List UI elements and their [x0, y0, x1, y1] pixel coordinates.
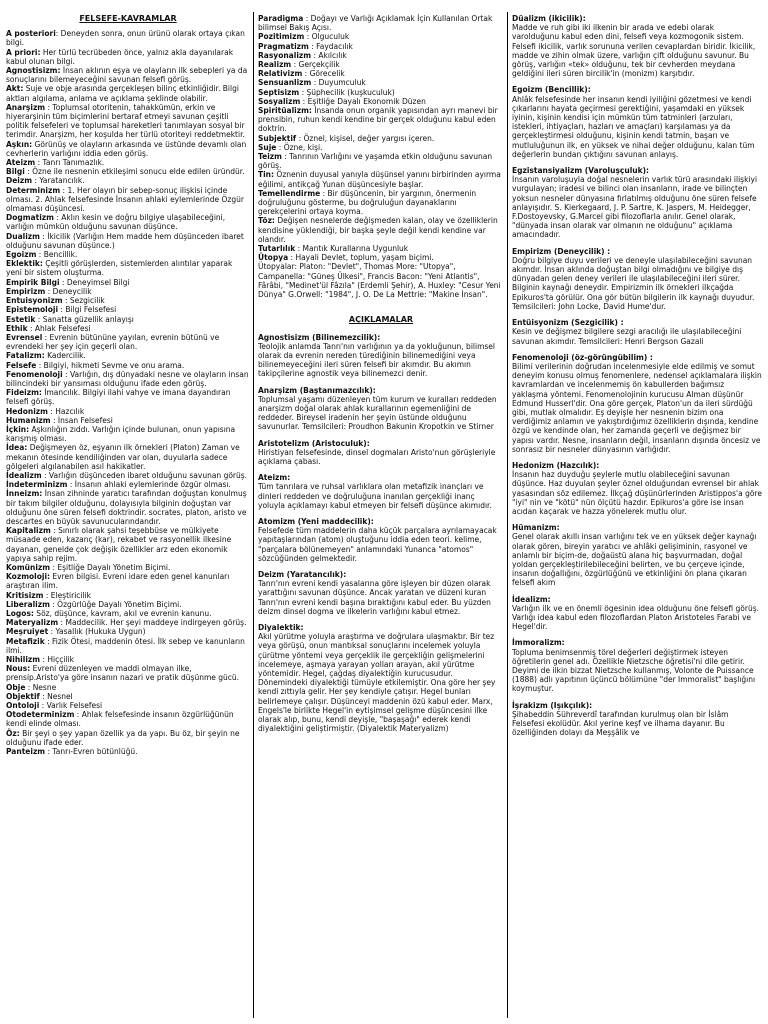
explanation-section [512, 85, 762, 159]
term-name: Fenomenoloji [6, 369, 63, 379]
term-definition: : Özne, kişi. [276, 142, 323, 152]
term-name: Bilgi [6, 167, 25, 177]
term-definition: Kadercilik. [44, 351, 86, 361]
section-heading: Fenomenoloji (öz-görüngübilim) : [512, 352, 653, 362]
section-heading: Aristotelizm (Aristoculuk): [258, 438, 370, 448]
term-name: Eklektik: [6, 259, 43, 269]
term-definition: Her türlü tecrübeden önce, yalnız akla dayanılarak kabul olunan bilgi. [6, 47, 234, 66]
term-name: Dogmatizm [6, 213, 54, 223]
term-name: Teizm [258, 152, 282, 162]
term-definition: : Hiççilik [40, 655, 74, 665]
explanation-section [512, 461, 762, 516]
term-name: Kritisizm [6, 590, 44, 600]
term-entry [6, 315, 250, 324]
term-entry [258, 106, 504, 134]
term-entry [6, 692, 250, 701]
utopya-line: Ütopyalar: Platon: "Devlet", Thomas More: "Utopya", Campanella: "Güneş Ülkesi", Francis Bacon: "Yeni Atlantis", Fârâbi, "Medinet'ül Fâzıla" (Erdemli Şehir), A. Huxley: "Cesur Yeni Dünya" G.Orwell: "1984", J. O. De La Mettrie: "Makine İnsan". [258, 262, 501, 300]
term-name: İnneizm: [6, 489, 43, 499]
term-definition: : Faydacılık [308, 41, 353, 51]
term-name: Spiritüalizm: [258, 106, 312, 116]
term-entry [6, 747, 250, 756]
term-definition: : Nesnel [39, 691, 73, 701]
term-entry [6, 600, 250, 609]
term-name: Epistemoloji [6, 305, 59, 315]
term-definition: : Eleştiricilik [43, 590, 92, 600]
term-name: Ontoloji [6, 701, 40, 711]
term-definition: : Nesne [25, 682, 57, 692]
term-name: Ütopya [258, 253, 289, 263]
term-entry [258, 97, 504, 106]
explanation-section [512, 14, 762, 78]
term-definition: : Özgürlüğe Dayalı Yönetim Biçimi. [49, 599, 182, 609]
term-name: Agnostisizm: [6, 66, 61, 76]
term-definition: : Ahlak felsefesinde insanın özgürlüğünün kendi elinde olması. [6, 710, 234, 729]
term-definition: : Evrenin bütününe yayılan, evrenin bütünü ve evrendeki her şey için geçerli olan. [6, 332, 220, 352]
section-text: Topluma benimsenmiş törel değerleri değiştirmek isteyen öğretilerin genel adı. Özellikle Nietzsche öğretisi'ni dile getirir. Deyimi de ilkin bizzat Nietzsche kullanmış, Volonte de Puissance (1888) adlı yapıtının üçüncü bölümüne "der Immoralist" başlığını koymuştur. [512, 647, 756, 694]
explanation-section [258, 473, 504, 510]
term-entry [6, 683, 250, 692]
term-definition: : Akılcılık [311, 50, 347, 60]
term-entry [6, 351, 250, 360]
column-2 [258, 14, 504, 740]
section-text: Felsefede tüm maddelerin daha küçük parçalara ayrılamayacak yapıtaşlarından (atom) oluştuğunu iddia eden teori. kelime, "parçalara bölünemeyen" anlamındaki Yunanca "atomos" sözcüğünden gelmektedir. [258, 526, 497, 563]
term-entry [6, 416, 250, 425]
term-entry [258, 189, 504, 217]
section-text: İnsanın haz duyduğu şeylerle mutlu olabileceğini savunan düşünce. Haz duyulan şeyler öznel olduğundan evrensel bir ahlak yasasından söz edilemez. İlkçağ düşünürlerinden Aristippos'a göre "iyi" nin ve "kötü" nün ölçütü hazdır. Epikuros'a göre ise insan acıdan kaçarak ve hazza yönelerek mutlu olur. [512, 470, 762, 516]
term-definition: : Tanrı Tanımazlık. [35, 158, 105, 168]
term-definition: İnsanda onun organik yapısından ayrı manevi bir prensibin, ruhun kendi kendine bir gerçek olduğunu kabul eden doktrin. [258, 106, 498, 134]
term-entry [6, 287, 250, 296]
term-name: Entuisyonizm [6, 296, 63, 306]
term-definition: : Varlığın, dış dünyadaki nesne ve olayların insan bilincindeki bir yansıması olduğunu ifade eden görüş. [6, 369, 249, 388]
section-text: Bilimi verilerinin doğrudan incelenmesiyle elde edilmiş ve somut deneyim konusu olmuş fenomenlere, nedensel açıklamalara ilişkin kavramlardan ve incelenmemiş ön kabullerden bağımsız yaklaşma yöntemi. Fenomenolojinin kurucusu Alman düşünür Edmund Husserl'dir. Ona göre gerçek, Platon'un da ileri sürdüğü gibi, mutlak olmalıdır. Eş deyişle her nesnenin bizim ona verdiğimiz anlamın ve yakıştırdığımız özelliklerin dışında, kendine özgü ve kendinde olan, her zamanda geçerli ve değişmez bir yapısı vardır. Nesne, insanların değil, insanların dışında öncesiz ve sonrasız bir nesneler dünyasının varlığıdır. [512, 361, 762, 454]
term-definition: : Olguculuk [304, 32, 350, 42]
term-name: Dualizm [6, 231, 40, 241]
term-name: Relativizm [258, 69, 303, 79]
term-entry [6, 232, 250, 250]
term-entry [6, 655, 250, 664]
term-definition: : Sanatta güzellik anlayışı [35, 314, 134, 324]
section-text: Madde ve ruh gibi iki ilkenin bir arada ve edebi olarak varolduğunu kabul eden dini, felsefi veya kozmogonik sistem. Felsefi ikicilik, varlık sorununa verilen cevaplardan biridir. İkicilik, madde ve zihin olmak üzere, varlığın çift olduğunu savunur. Bu görüş, varlığın «tek» olduğunu, tek bir cevherden meydana geldiğini ileri süren bircilik'in (monizm) karşıtıdır. [512, 23, 756, 79]
term-entry [258, 78, 504, 87]
term-name: Deizm [6, 176, 33, 186]
term-entry [6, 627, 250, 636]
section-heading: Entüisyonizm (Sezgicilik) : [512, 318, 624, 328]
term-definition: Söz, düşünce, kavram, akıl ve evrenin kanunu. [33, 609, 212, 618]
explanation-section [258, 386, 504, 432]
term-entry [6, 425, 250, 443]
column-3 [512, 14, 762, 744]
section-heading: Ateizm: [258, 473, 291, 483]
term-name: Temellendirme [258, 188, 321, 198]
term-definition: Evren bilgisi. Evreni idare eden genel kanunları araştıran ilim. [6, 572, 230, 591]
term-name: Humanizm [6, 415, 51, 425]
term-definition: : Eşitliğe Dayalı Yönetim Biçimi. [50, 562, 171, 572]
term-entry [6, 701, 250, 710]
term-entry [6, 250, 250, 259]
term-name: Hedonizm [6, 406, 48, 416]
term-name: Aşkın: [6, 139, 33, 149]
term-entry [6, 324, 250, 333]
term-definition: : Bilgi Felsefesi [58, 305, 117, 315]
term-entry [6, 526, 250, 563]
term-definition: : Doğayı ve Varlığı Açıklamak İçin Kullanılan Ortak bilimsel Bakış Açısı. [258, 14, 493, 33]
section-text: Toplumsal yaşamı düzenleyen tüm kurum ve kuralları reddeden anarşizm doğal olarak ahlak kurallarının egemenliğini de reddeder. Bireysel iradenin her şeyin üstünde olduğunu savunurlar. Temsilcileri: Proudhon Bakunin Kropotkin ve Stirner [258, 394, 497, 432]
term-entry [258, 152, 504, 170]
section-heading: İdealizm: [512, 594, 551, 604]
term-definition: : Hazcılık [47, 406, 85, 416]
term-list [6, 29, 250, 756]
term-definition: : 1. Her olayın bir sebep-sonuç ilişkisi içinde olması. 2. Ahlak felsefesinde İnsanın ahlaki eylemlerinde Özgür olmaması düşüncesi. [6, 185, 244, 214]
term-definition: : Sezgicilik [62, 296, 105, 306]
term-name: Subjektif [258, 133, 297, 143]
term-entry [6, 176, 250, 185]
term-name: Metafizik [6, 636, 45, 646]
term-name: Logos: [6, 609, 34, 618]
term-definition: : Ahlak Felsefesi [27, 323, 91, 333]
term-definition: Çeşitli görüşlerden, sistemlerden alıntılar yaparak yeni bir sistem oluşturma. [6, 259, 233, 278]
term-entry [258, 42, 504, 51]
term-definition: : Gerçekçilik [291, 60, 340, 70]
term-definition: : Mantık Kurallarına Uygunluk [295, 244, 409, 254]
term-name: Materyalizm [6, 618, 59, 628]
term-definition: : Özne ile nesnenin etkileşimi sonucu elde edilen üründür. [24, 167, 245, 177]
term-definition: : Eşitliğe Dayalı Ekonomik Düzen [300, 96, 426, 106]
term-entry [6, 167, 250, 176]
term-definition: : Sınırlı olarak şahsi teşebbüse ve mülkiyete müsaade eden, kazanç (kar), rekabet ve rasyonellik ilkesine dayanan, genelde çok değişik özellikler arz eden ekonomik yapıya sahip rejim. [6, 526, 232, 563]
term-name: Komünizm [6, 562, 51, 572]
term-name: Anarşizm [6, 102, 46, 112]
term-definition: : Yaratancılık. [32, 176, 85, 186]
term-definition: Değişen nesnelerde değişmeden kalan, olay ve özelliklerin kendisine yüklendiği, bir başka şeyle değil kendi kendine var olandır. [258, 216, 498, 244]
term-definition: : Tanrının Varlığını ve yaşamda etkin olduğunu savunan görüş. [258, 152, 493, 171]
term-name: Suje [258, 142, 277, 152]
term-definition: : İnsan Felsefesi [50, 415, 113, 425]
term-name: Liberalizm [6, 599, 50, 609]
section-heading: Anarşizm (Baştanımazcılık): [258, 385, 376, 395]
term-name: Panteizm [6, 747, 46, 757]
term-definition: : Hayali Devlet, toplum, yaşam biçimi. [288, 253, 434, 263]
explanations [258, 333, 504, 734]
section-heading: Egzistansiyalizm (Varoluşçuluk): [512, 166, 650, 176]
explanation-section [258, 623, 504, 733]
section-heading: Atomizm (Yeni maddecilik): [258, 516, 374, 526]
term-definition: : Deneycilik [45, 286, 92, 296]
section-text: Doğru bilgiye duyu verileri ve deneyle ulaşılabileceğini savunan akımdır. İnsan aklında doğuştan bilgi olmadığını ve bilgiye dış dünyadan gelen deney verileri ile ulaşılabileceğini ileri sürer. Bilginin kaynağı deneydir. Empirizmin ilk örnekleri ilkçağda Epikuros'ta görülür. Ona gör bütün bilgilerin ilk kaynağı duyudur. Temsilcileri: John Locke, David Hume'dur. [512, 255, 755, 311]
section-text: Akıl yürütme yoluyla araştırma ve doğrulara ulaşmaktır. Bir tez veya görüşü, onun mantıksal sonuçlarını incelemek yoluyla çürütme yöntemi veya gerçeklik ile gerçekliğin gelişmelerini incelemeye, aşmaya yarayan yolları arayan, akıl yürütme yöntemidir. Hegel, çağdaş diyalektiğin kurucusudur. Dönemindeki diyalektiği tümüyle etkilemiştir. Ona göre her şey kendi zıttıyla gelir. Her şey kendiyle çatışır. Hegel bunları belirlemeye çalışır. Düşünceyi maddenin özü kabul eder. Marx, Engels'le birlikte Hegel'in eytişimsel gelişme düşüncesini ilke olarak alıp, bunu, kendi deyişle, "başaşağı" ederek kendi diyalektiğini geliştirmiştir. (Diyalektik Materyalizm) [258, 632, 496, 734]
explanation-section [512, 353, 762, 454]
explanation-section [512, 247, 762, 311]
term-name: Felsefe [6, 360, 37, 370]
term-entry [6, 186, 250, 214]
term-entry [6, 729, 250, 747]
term-name: Rasyonalizm [258, 50, 312, 60]
explanation-section [258, 439, 504, 467]
section-text: Şihabeddin Sühreverdî tarafından kurulmuş olan bir İslâm Felsefesi ekolüdür. Akıl yerine keşf ve ilhama dayanır. Bu özelliğinden dolayı da Meşşâlik ve [512, 709, 729, 738]
term-definition: Suje ve obje arasında gerçekleşen bilinç etkinliğidir. Bilgi aktları algılama, anlama ve açıklama şeklinde olabilir. [6, 84, 239, 103]
term-entry [6, 480, 250, 489]
term-entry [6, 305, 250, 314]
term-entry [6, 370, 250, 388]
term-entry [6, 103, 250, 140]
term-entry [258, 51, 504, 60]
section-title: AÇIKLAMALAR [348, 315, 414, 325]
term-entry [258, 253, 504, 262]
term-name: İdealizm [6, 470, 42, 480]
term-name: Nihilizm [6, 655, 41, 665]
term-entry [6, 572, 250, 590]
term-definition: : İkicilik (Varlığın Hem madde hem düşünceden ibaret olduğunu savunan düşünce.) [6, 231, 244, 250]
term-name: Akt: [6, 84, 24, 94]
explanation-section [512, 318, 762, 346]
term-name: Estetik [6, 314, 36, 324]
term-name: Sosyalizm [258, 96, 301, 106]
section-heading: İmmoralizm: [512, 638, 565, 648]
section-text: Hiristiyan felsefesinde, dinsel dogmaları Aristo'nun görüşleriyle açıklama çabası. [258, 447, 496, 466]
term-name: Evrensel [6, 332, 43, 342]
explanation-section [258, 570, 504, 616]
term-name: A priori: [6, 47, 41, 57]
term-entry [6, 84, 250, 102]
term-entry [6, 213, 250, 231]
term-definition: İnsan zihninde yaratıcı tarafından doğuştan konulmuş bir takım bilgiler olduğunu, dolayısıyla bilginin doğuştan var olduğunu öne süren felsefi doktrindir. socrates, platon, aristo ve descartes en büyük savunucularındandır. [6, 489, 247, 526]
column-divider-1 [253, 12, 254, 1018]
explanation-section [258, 333, 504, 379]
section-heading: Diyalektik: [258, 622, 304, 632]
section-text: Varlığın ilk ve en önemli ögesinin idea olduğunu öne felsefi görüş. Varlığı idea kabul eden filozoflardan Platon Aristoteles Farabi ve Hegel'dir. [512, 603, 760, 632]
term-entry [258, 143, 504, 152]
term-definition: Değişmeyen öz, eşyanın ilk örnekleri (Platon) Zaman ve mekanın ötesinde kendiliğinden var olan, duyularla sadece gölgeleri algılanabilen asıl hakikatler. [6, 443, 240, 471]
term-definition: İmancılık. Bilgiyi ilahi vahye ve imana dayandıran felsefi görüş. [6, 388, 231, 407]
term-definition: : Bencillik. [36, 250, 78, 260]
section-text: Genel olarak akıllı insan varlığını tek ve en yüksek değer kaynağı olarak gören, bireyin yaratıcı ve ahlâki gelişiminin, rasyonel ve anlamlı bir biçim-de, doğaüstü alana hiç başvurmadan, doğal yoldan gerçekleştirilebileceğini belirten, ve bu çerçeve içinde, insanın doğallığını, özgürlüğünü ve etkinliğini ön plana çıkaran felsefi akım [512, 532, 757, 588]
section-heading: Hümanizm: [512, 523, 560, 533]
term-definition: İnsan aklının eşya ve olayların ilk sebepleri ya da sonuçlarını bilemeyeceğini savunan felsefi görüş. [6, 66, 248, 85]
section-heading: Egoizm (Bencillik): [512, 85, 591, 95]
section-heading: İşrakizm (Işıkçılık): [512, 700, 593, 710]
term-name: Fatalizm: [6, 351, 45, 361]
term-definition: : Toplumsal otoritenin, tahakkümün, erkin ve hiyerarşinin tüm biçimlerini bertaraf etmeyi savunan çeşitli politik felsefeleri ve toplumsal hareketleri tanımlayan sosyal bir terimdir. Anarşizm, her koşulda her türlü otoriteyi reddetmektir. [6, 102, 245, 140]
term-name: İndeterminizm [6, 480, 68, 490]
term-list-continued [258, 14, 504, 262]
term-name: A posteriori [6, 29, 56, 39]
term-entry [258, 32, 504, 41]
section-text: İnsanın varoluşuyla doğal nesnelerin varlık türü arasındaki ilişkiyi vurgulayan; iradesi ve bilinci olan insanların, irade ve bilinçten yoksun nesneler dünyasına fırlatılmış olduğunu öne süren felsefe anlayışıdır. S. Kierkegaard, J. P. Sartre, K. Jaspers, M. Heidegger, F.Dostoyevsky, G.Marcel gibi filozoflarla anılır. Genel olarak, "dünyada insan olarak var olmanın ne olduğunu" açıklama amacındadır. [512, 175, 758, 240]
explanation-section [512, 523, 762, 587]
term-definition: : Duyumculuk [311, 78, 366, 88]
term-definition: Aşkınlığın zıddı. Varlığın içinde bulunan, onun yapısına karışmış olması. [6, 424, 236, 444]
term-definition: : Deneyden sonra, onun ürünü olarak ortaya çıkan bilgi. [6, 29, 245, 48]
term-definition: : Maddecilik. Her şeyi maddeye indirgeyen görüş. [58, 618, 247, 628]
section-heading: Deizm (Yaratancılık): [258, 569, 347, 579]
term-entry [6, 563, 250, 572]
explanation-section [512, 701, 762, 738]
term-entry [6, 489, 250, 526]
term-entry [258, 88, 504, 97]
term-name: Tin: [258, 170, 275, 180]
section-text: Teolojik anlamda Tanrı'nın varlığının ya da yokluğunun, bilimsel olarak da evrenin nereden türediğinin bilinemediğini veya bilinemeyeceğini ileri süren felsefi bir akımdır. Bu akımın takipçilerine agnostik veya bilinemezci denir. [258, 341, 495, 379]
explanations-continued [512, 14, 762, 737]
term-definition: : Aklın kesin ve doğru bilgiye ulaşabileceğini, varlığın mümkün olduğunu savunan düşünce. [6, 213, 226, 232]
term-definition: : Yasallık (Hukuka Uygun) [48, 627, 146, 637]
section-text: Kesin ve değişmez bilgilere sezgi aracılığı ile ulaşılabileceğini savunan akımdır. Temsilcileri: Henri Bergson Gazali [512, 327, 742, 346]
term-name: Objektif [6, 691, 40, 701]
term-definition: Bir şeyi o şey yapan özellik ya da yapı. Bu öz, bir şeyin ne olduğunu ifade eder. [6, 728, 240, 747]
term-definition: : Varlık Felsefesi [39, 701, 103, 711]
term-name: Ethik [6, 323, 28, 333]
section-text: Ahlâk felsefesinde her insanın kendi iyiliğini gözetmesi ve kendi çıkarlarını hayata geçirmesi gerektiğini, yaşamdaki en yüksek iyinin, kişinin kendisi için mümkün tüm tatminleri (arzuları, istekleri, ihtiyaçları, hazları ve amaçları) karşılaması ya da gerçekleştirmesi olduğunu, kişinin kendi tatmin, başarı ve mutluluğunun ilk, en yüksek ve nihai değer olduğunu, kalan tüm değerlerin bundan çıktığını savunan anlayış. [512, 94, 755, 159]
term-entry [6, 158, 250, 167]
term-name: Pragmatizm [258, 41, 309, 51]
term-name: Ateizm [6, 158, 36, 168]
column-1 [6, 14, 250, 756]
term-name: Paradigma [258, 14, 304, 23]
term-name: Kapitalizm [6, 526, 51, 536]
term-definition: : İnsanın ahlaki eylemlerinde özgür olması. [67, 480, 231, 490]
term-name: Septisizm [258, 87, 300, 97]
term-entry [6, 361, 250, 370]
term-entry [6, 471, 250, 480]
term-entry [6, 664, 250, 682]
term-entry [6, 388, 250, 406]
term-definition: Evreni düzenleyen ve maddi olmayan ilke, prensip.Aristo'ya göre insanın nazari ve pratik düşünme gücü. [6, 664, 240, 683]
section-heading: Hedonizm (Hazcılık): [512, 460, 600, 470]
term-name: İçkin: [6, 424, 30, 434]
term-name: Egoizm [6, 250, 37, 260]
term-name: Fideizm: [6, 388, 42, 398]
term-entry [6, 333, 250, 351]
term-entry [6, 618, 250, 627]
section-heading: Empirizm (Deneycilik) : [512, 246, 611, 256]
term-entry [6, 259, 250, 277]
term-definition: Öznenin duyusal yanıyla düşünsel yanını birbirinden ayırma eğilimi, antikçağ Yunan düşüncesiyle başlar. [258, 170, 501, 189]
term-name: Öz: [6, 728, 20, 738]
term-definition: : Şüphecilik (kuşkuculuk) [299, 87, 395, 97]
term-definition: Görünüş ve olayların arkasında ve üstünde devamlı olan cevherlerin varlığını iddia eden görüş. [6, 139, 247, 158]
term-entry [6, 66, 250, 84]
term-entry [258, 69, 504, 78]
term-name: Pozitimizm [258, 32, 305, 42]
column-divider-2 [507, 12, 508, 1018]
term-name: Nous: [6, 664, 31, 674]
section-text: Tanrı'nın evreni kendi yasalarına göre işleyen bir düzen olarak yarattığını savunan düşünce. Ancak yaratan ve düzeni kuran Tanrı'nın evreni kendi başına bıraktığını kabul eder. Bu yüzden deizm dinsel dogma ve ilkelerin varlığını kabul etmez. [258, 579, 491, 616]
explanation-section [512, 595, 762, 632]
term-definition: : Öznel, kişisel, değer yargısı içeren. [296, 133, 435, 143]
term-definition: : Bir düşüncenin, bir yargının, önermenin doğruluğunu gösterme, bu doğruluğun dayanaklarını gerekçelerini ortaya koyma. [258, 188, 477, 217]
term-entry [258, 60, 504, 69]
term-definition: : Görecelik [302, 69, 345, 79]
term-name: Empirik Bilgi [6, 277, 60, 287]
term-name: Empirizm [6, 286, 46, 296]
term-name: İdea: [6, 443, 28, 453]
term-name: Tutarlılık [258, 244, 296, 254]
explanation-section [512, 166, 762, 240]
term-entry [6, 48, 250, 66]
section-heading: Agnostisizm (Bilinemezcilik): [258, 332, 381, 342]
section-text: Tüm tanrılara ve ruhsal varlıklara olan metafizik inançları ve dinleri reddeden ve doğruluğuna inanılan gerçekliği inanç yoluyla açıklamayı kabul etmeyen bir felsefi düşünce akımıdır. [258, 482, 492, 510]
term-entry [6, 710, 250, 728]
term-entry [6, 296, 250, 305]
term-name: Sensuanlizm [258, 78, 312, 88]
term-name: Meşruiyet [6, 627, 49, 637]
term-name: Determinizm [6, 185, 61, 195]
term-entry [6, 29, 250, 47]
term-entry [6, 591, 250, 600]
term-definition: : Varlığın düşünceden ibaret olduğunu savunan görüş. [41, 470, 248, 480]
term-definition: : Fizik Ötesi, maddenin ötesi. İlk sebep ve kanunların ilmi. [6, 636, 245, 655]
term-name: Töz: [258, 216, 275, 226]
term-entry [6, 278, 250, 287]
term-entry [258, 170, 504, 188]
term-definition: : Deneyimsel Bilgi [59, 277, 130, 287]
term-entry [6, 609, 250, 618]
explanation-section [512, 638, 762, 693]
term-entry [6, 637, 250, 655]
term-name: Obje [6, 682, 26, 692]
explanation-section [258, 517, 504, 563]
page-title: FELSEFE-KAVRAMLAR [79, 14, 177, 23]
term-entry [258, 216, 504, 244]
term-entry [258, 134, 504, 143]
term-entry [6, 140, 250, 158]
term-definition: : Bilgiyi, hikmeti Sevme ve onu arama. [36, 360, 185, 370]
term-name: Realizm [258, 60, 292, 70]
term-entry [6, 407, 250, 416]
term-entry [258, 244, 504, 253]
term-entry [258, 14, 504, 32]
term-name: Otodeterminizm [6, 710, 75, 720]
term-name: Kozmoloji: [6, 572, 51, 582]
section-heading: Düalizm (ikicilik): [512, 14, 586, 23]
term-definition: : Tanrı-Evren bütünlüğü. [45, 747, 138, 757]
term-entry [6, 443, 250, 471]
